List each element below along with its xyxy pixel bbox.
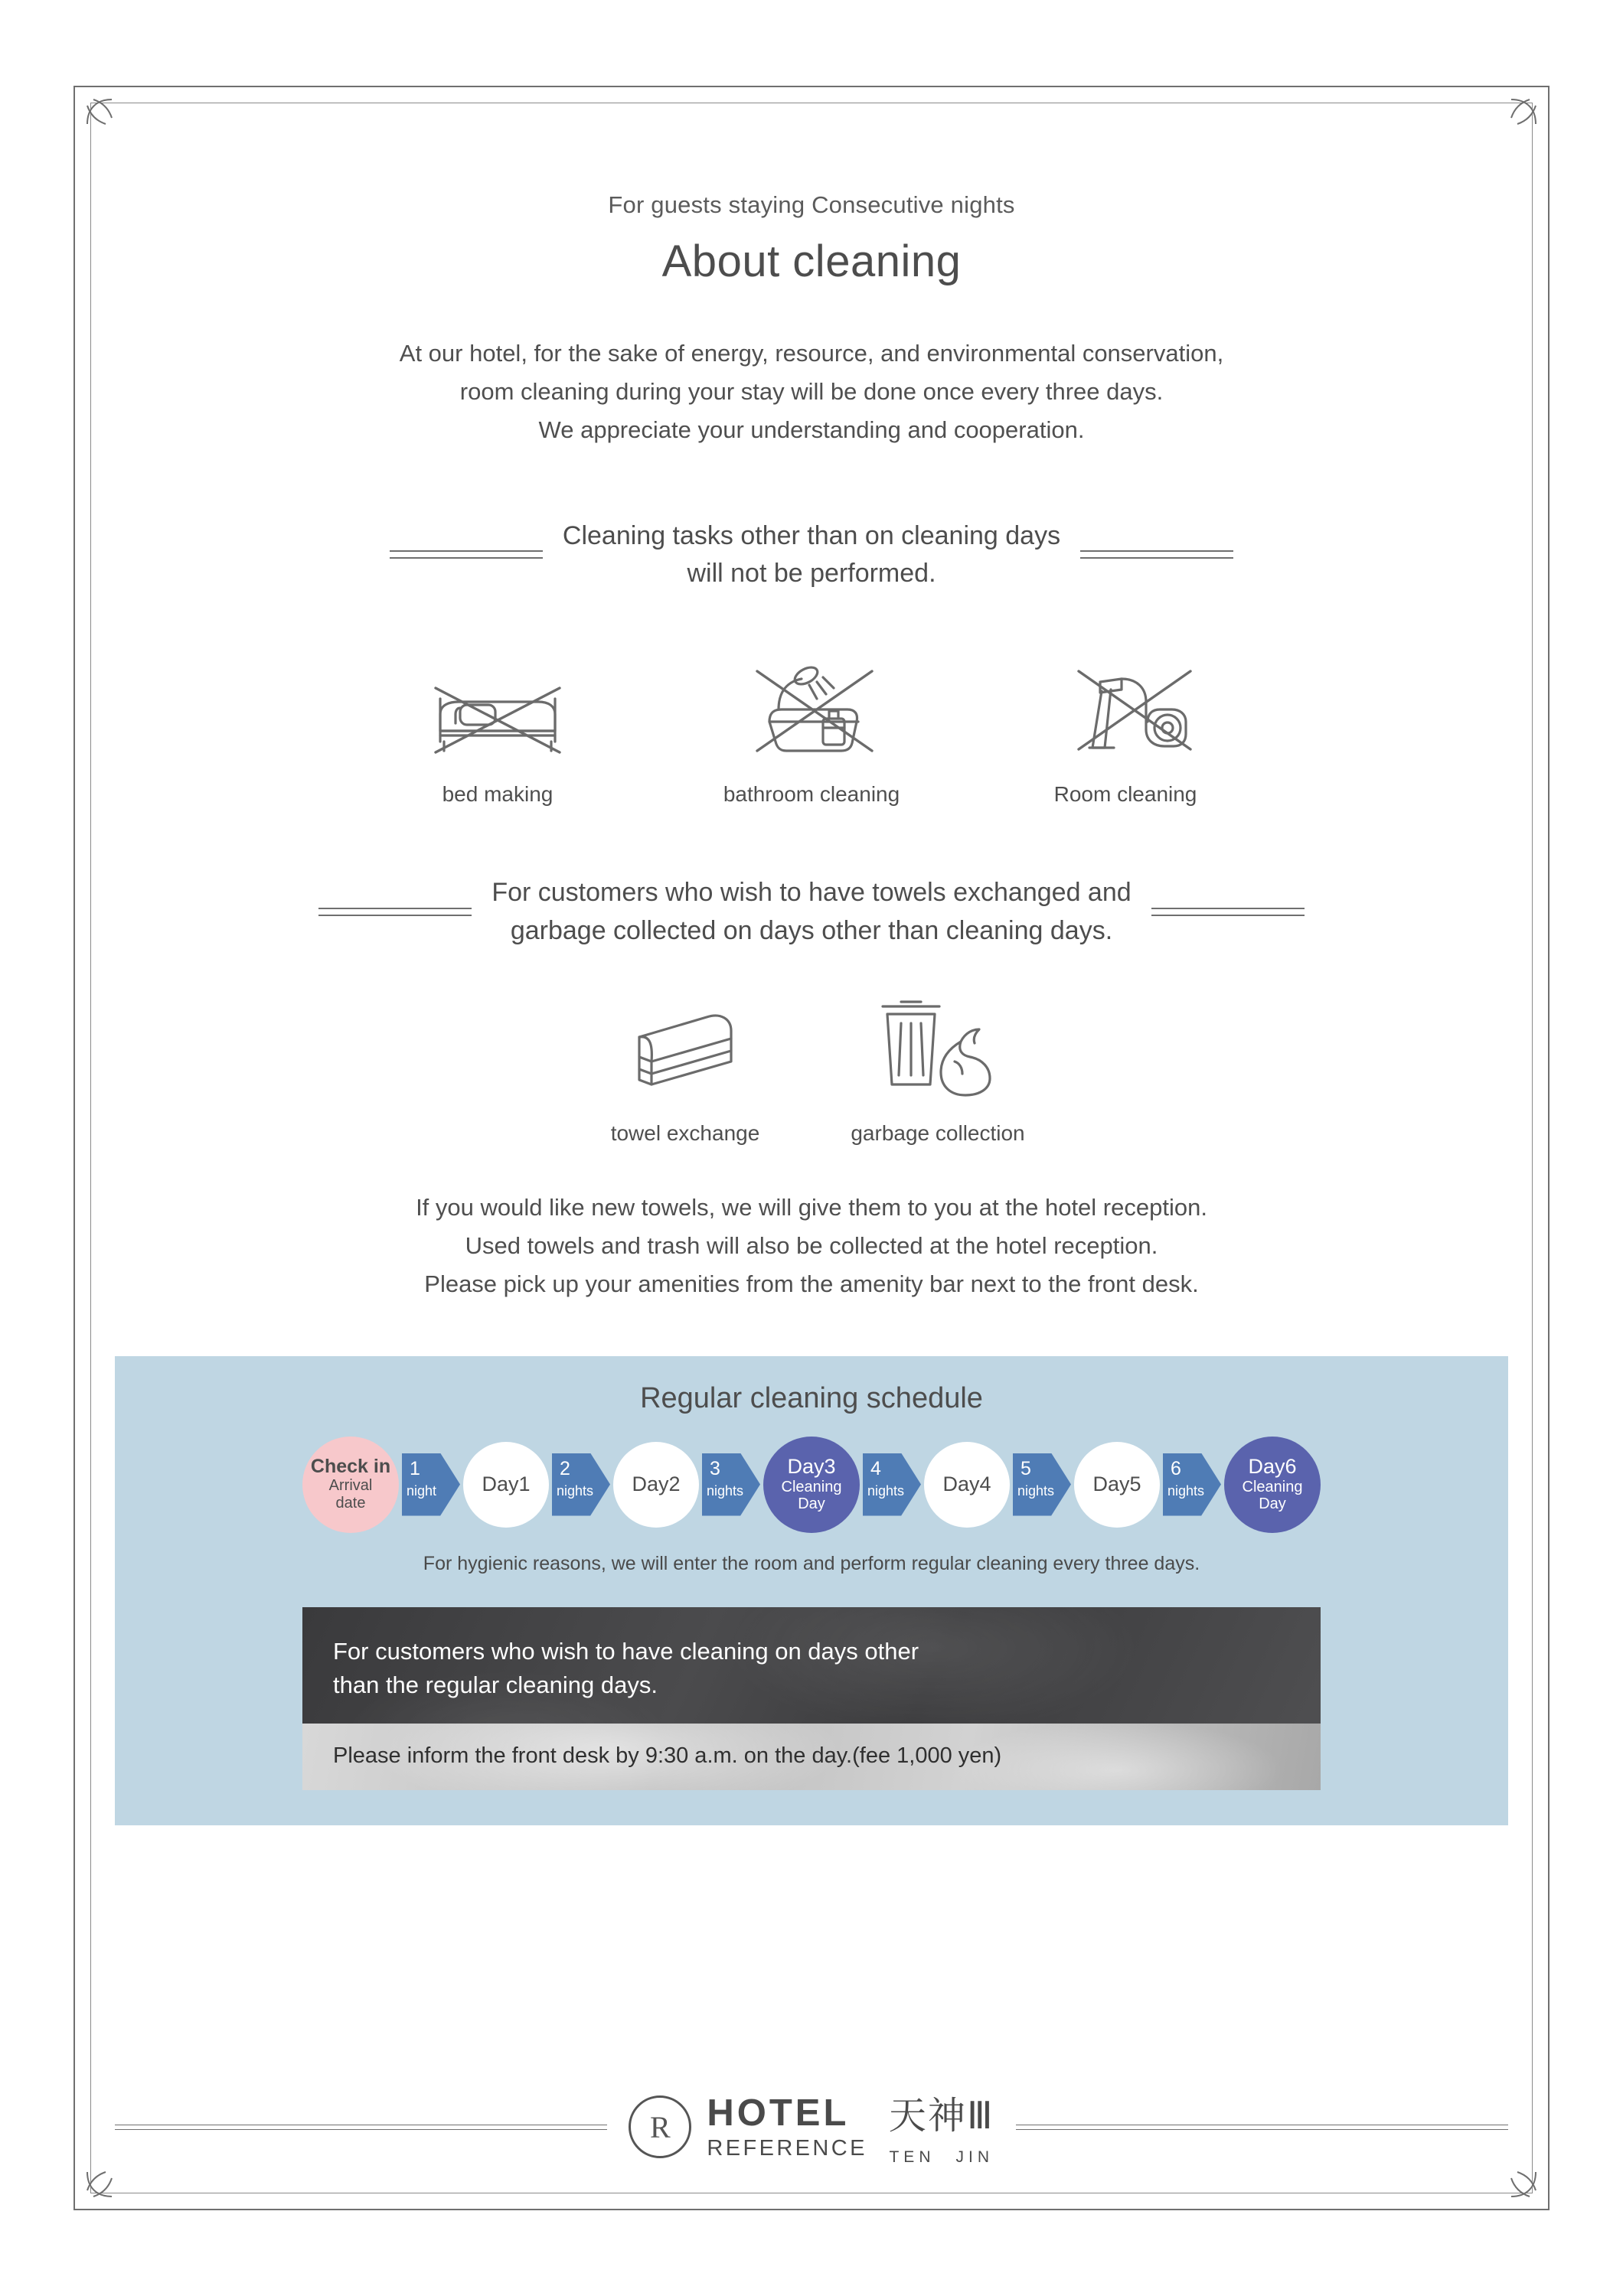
extra-cleaning-instruction: Please inform the front desk by 9:30 a.m. on the day.(fee 1,000 yen): [302, 1724, 1321, 1790]
arrow-unit: nights: [557, 1482, 594, 1499]
section2-heading-line2: garbage collected on days other than cleaning days.: [510, 915, 1113, 945]
timeline-cleaning-day: [763, 1437, 860, 1533]
room-cleaning-icon: [999, 618, 1252, 779]
schedule-note: For hygienic reasons, we will enter the room and perform regular cleaning every three days.: [423, 1552, 1200, 1574]
room-cleaning-caption: Room cleaning: [1053, 782, 1197, 807]
bathroom-cleaning-caption: bathroom cleaning: [723, 782, 900, 807]
timeline-arrow: [1163, 1453, 1221, 1516]
timeline-day: Day4: [924, 1442, 1010, 1528]
garbage-collection-item: [823, 980, 1053, 1146]
schedule-title: Regular cleaning schedule: [640, 1381, 983, 1414]
section-heading-requests: [115, 874, 1508, 950]
timeline-arrow: [552, 1453, 610, 1516]
intro-paragraph: [115, 334, 1508, 450]
prohibited-tasks-icon-row: [115, 618, 1508, 807]
arrow-unit: nights: [707, 1482, 744, 1499]
rule-right: [1080, 545, 1233, 564]
footer-logo-bar: [115, 2086, 1508, 2167]
reception-note-line2: Used towels and trash will also be collected at the hotel reception.: [465, 1232, 1158, 1260]
brand-name-japanese: 天神Ⅲ: [888, 2094, 994, 2138]
footer-rule-left: [115, 2125, 607, 2130]
arrow-unit: nights: [1017, 1482, 1055, 1499]
intro-line-2: room cleaning during your stay will be done once every three days.: [459, 378, 1164, 406]
timeline-arrow: [402, 1453, 460, 1516]
cleaning-day-sub2: Day: [1259, 1495, 1286, 1513]
bed-making-caption: bed making: [442, 782, 554, 807]
section1-heading-line2: will not be performed.: [687, 558, 936, 588]
section1-heading-line1: Cleaning tasks other than on cleaning days: [562, 520, 1061, 550]
arrow-number: 5: [1020, 1457, 1031, 1479]
logo-mark-icon: R: [629, 2095, 691, 2158]
extra-cleaning-heading: [302, 1630, 1321, 1724]
rule-right: [1151, 902, 1305, 921]
rule-left: [390, 545, 543, 564]
cleaning-day-sub2: Day: [798, 1495, 825, 1513]
arrow-number: 4: [870, 1457, 881, 1479]
arrow-unit: nights: [867, 1482, 905, 1499]
checkin-line1: Check in: [310, 1456, 391, 1478]
footer-rule-right: [1016, 2125, 1508, 2130]
request-services-icon-row: [115, 980, 1508, 1146]
reception-note: [115, 1189, 1508, 1304]
room-cleaning-item: [999, 618, 1252, 807]
towel-exchange-icon: [570, 980, 800, 1118]
hotel-logo: [621, 2086, 1001, 2167]
cleaning-day-label: Day6: [1248, 1455, 1297, 1479]
bathroom-cleaning-item: [685, 618, 938, 807]
cleaning-day-label: Day3: [787, 1455, 836, 1479]
timeline-arrow: [863, 1453, 921, 1516]
timeline-arrow: [702, 1453, 760, 1516]
reception-note-line1: If you would like new towels, we will give them to you at the hotel reception.: [416, 1193, 1207, 1221]
document-content: [115, 191, 1508, 1825]
regular-cleaning-schedule-panel: [115, 1356, 1508, 1825]
cleaning-day-sub1: Cleaning: [781, 1478, 842, 1495]
timeline-day: Day2: [613, 1442, 699, 1528]
timeline-day: Day1: [463, 1442, 549, 1528]
intro-line-1: At our hotel, for the sake of energy, resource, and environmental conservation,: [399, 340, 1224, 367]
rule-left: [318, 902, 472, 921]
checkin-line2: Arrival: [328, 1476, 373, 1494]
schedule-timeline: [145, 1437, 1478, 1533]
garbage-collection-icon: [823, 980, 1053, 1118]
cleaning-day-sub1: Cleaning: [1242, 1478, 1303, 1495]
extra-cleaning-heading-line1: For customers who wish to have cleaning on days other: [333, 1637, 919, 1665]
extra-cleaning-request-box: [302, 1607, 1321, 1790]
page-title: About cleaning: [661, 236, 962, 286]
brand-name: HOTEL: [707, 2092, 850, 2134]
brand-name-romaji: TEN JIN: [889, 2148, 994, 2166]
towel-exchange-caption: towel exchange: [610, 1120, 760, 1145]
garbage-collection-caption: garbage collection: [851, 1120, 1025, 1145]
arrow-unit: nights: [1167, 1482, 1205, 1499]
arrow-number: 2: [560, 1457, 570, 1479]
timeline-arrow: [1013, 1453, 1071, 1516]
section-heading-not-performed: [115, 517, 1508, 593]
bathroom-cleaning-icon: [685, 618, 938, 779]
towel-exchange-item: [570, 980, 800, 1146]
intro-line-3: We appreciate your understanding and cooperation.: [538, 416, 1085, 444]
reception-note-line3: Please pick up your amenities from the amenity bar next to the front desk.: [424, 1270, 1199, 1298]
bed-making-item: [371, 618, 624, 807]
arrow-number: 3: [710, 1457, 720, 1479]
bed-making-icon: [371, 618, 624, 779]
arrow-unit: night: [407, 1482, 437, 1499]
arrow-number: 1: [410, 1457, 420, 1479]
timeline-day: Day5: [1074, 1442, 1160, 1528]
section2-heading-line1: For customers who wish to have towels exchanged and: [491, 878, 1132, 908]
brand-subname: REFERENCE: [707, 2135, 867, 2161]
extra-cleaning-heading-line2: than the regular cleaning days.: [333, 1671, 658, 1698]
timeline-cleaning-day: [1224, 1437, 1321, 1533]
arrow-number: 6: [1171, 1457, 1181, 1479]
eyebrow-text: For guests staying Consecutive nights: [608, 191, 1015, 218]
timeline-checkin: [302, 1437, 399, 1533]
checkin-line3: date: [335, 1494, 366, 1512]
